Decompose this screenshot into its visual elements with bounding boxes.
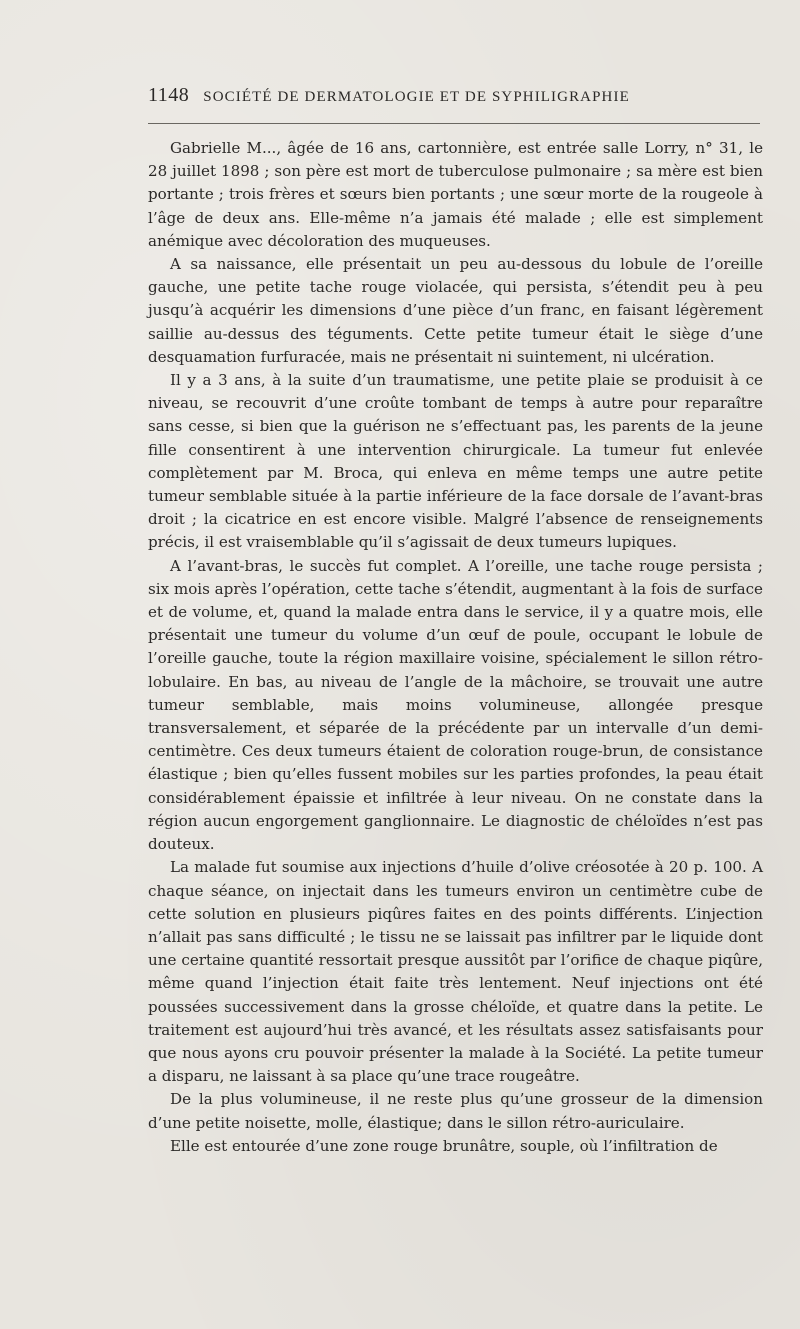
paragraph-7: Elle est entourée d’une zone rouge brunâtre, souple, où l’infiltration de [170,1136,718,1155]
body-text [148,137,763,1158]
page-header [148,84,700,114]
page-number: 1148 [148,84,190,106]
paragraph-1: Gabrielle M..., âgée de 16 ans, cartonnière, est entrée salle Lorry, n° 31, le 28 juillet 1898 ; son père est mort de tuberculose pulmonaire ; sa mère est bien portante ; trois frères et sœurs bien portants ; une sœur morte de la rougeole à l’âge de deux ans. Elle-même n’a jamais été malade ; elle est simplement anémique avec décoloration des muqueuses. [148,139,763,250]
paragraph-4: A l’avant-bras, le succès fut complet. A l’oreille, une tache rouge persista ; six mois après l’opération, cette tache s’étendit, augmentant à la fois de surface et de volume, et, quand la malade entra dans le service, il y a quatre mois, elle présentait une tumeur du volume d’un œuf de poule, occupant le lobule de l’oreille gauche, toute la région maxillaire voisine, spécialement le sillon rétro-lobulaire. En bas, au niveau de l’angle de la mâchoire, se trouvait une autre tumeur semblable, mais moins volumineuse, allongée presque transversalement, et séparée de la précédente par un intervalle d’un demi-centimètre. Ces deux tumeurs étaient de coloration rouge-brun, de consistance élastique ; bien qu’elles fussent mobiles sur les parties profondes, la peau était considérablement épaissie et infiltrée à leur niveau. On ne constate dans la région aucun engorgement ganglionnaire. Le diagnostic de chéloïdes n’est pas douteux. [148,556,763,854]
paragraph-5: La malade fut soumise aux injections d’huile d’olive créosotée à 20 p. 100. A chaque séance, on injectait dans les tumeurs environ un centimètre cube de cette solution en plusieurs piqûres faites en des points différents. L’injection n’allait pas sans difficulté ; le tissu ne se laissait pas infiltrer par le liquide dont une certaine quantité ressortait presque aussitôt par l’orifice de chaque piqûre, même quand l’injection était faite très lentement. Neuf injections ont été poussées successivement dans la grosse chéloïde, et quatre dans la petite. Le traitement est aujourd’hui très avancé, et les résultats assez satisfaisants pour que nous ayons cru pouvoir présenter la malade à la Société. La petite tumeur a disparu, ne laissant à sa place qu’une trace rougeâtre. [148,858,763,1086]
paragraph-6: De la plus volumineuse, il ne reste plus qu’une grosseur de la dimension d’une petite noisette, molle, élastique; dans le sillon rétro-auriculaire. [148,1090,763,1132]
paragraph-3: Il y a 3 ans, à la suite d’un traumatisme, une petite plaie se produisit à ce niveau, se recouvrit d’une croûte tombant de temps à autre pour reparaître sans cesse, si bien que la guérison ne s’effectuant pas, les parents de la jeune fille consentirent à une intervention chirurgicale. La tumeur fut enlevée complètement par M. Broca, qui enleva en même temps une autre petite tumeur semblable située à la partie inférieure de la face dorsale de l’avant-bras droit ; la cicatrice en est encore visible. Malgré l’absence de renseignements précis, il est vraisemblable qu’il s’agissait de deux tumeurs lupiques. [148,371,763,552]
running-head: SOCIÉTÉ DE DERMATOLOGIE ET DE SYPHILIGRAPHIE [203,89,630,105]
header-rule [148,123,760,124]
paragraph-2: A sa naissance, elle présentait un peu au-dessous du lobule de l’oreille gauche, une petite tache rouge violacée, qui persista, s’étendit peu à peu jusqu’à acquérir les dimensions d’une pièce d’un franc, en faisant légèrement saillie au-dessus des téguments. Cette petite tumeur était le siège d’une desquamation furfuracée, mais ne présentait ni suintement, ni ulcération. [148,255,763,366]
